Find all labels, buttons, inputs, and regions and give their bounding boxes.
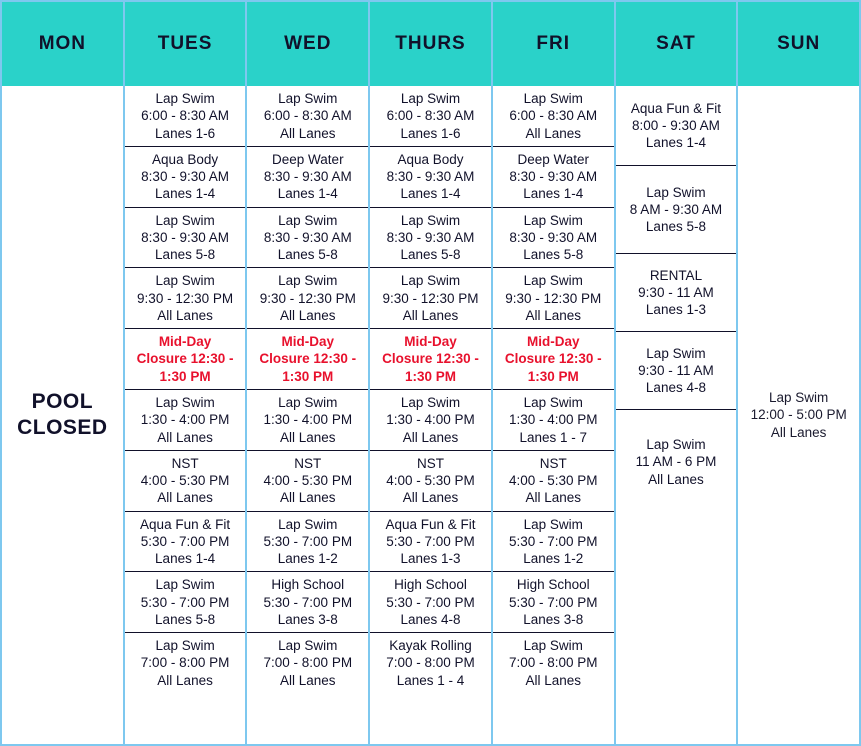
slot-time: 9:30 - 12:30 PM — [382, 290, 479, 306]
slot-time: 5:30 - 7:00 PM — [386, 533, 475, 549]
slot-saturday-2 — [616, 166, 737, 254]
slot-title: Lap Swim — [523, 91, 583, 106]
slot-lanes: Lanes 1-3 — [400, 551, 461, 567]
slot-time: Closure 12:30 - — [136, 351, 234, 367]
slot-title: Lap Swim — [769, 390, 829, 406]
slot-lanes: Lanes 1-6 — [155, 125, 216, 141]
slot-tuesday-3 — [125, 208, 246, 269]
slot-wednesday-8 — [247, 512, 368, 573]
slot-title: Lap Swim — [400, 273, 461, 289]
slot-time: 8:30 - 9:30 AM — [509, 169, 598, 185]
slot-lanes: 1:30 PM — [159, 368, 211, 384]
slot-tuesday-6 — [125, 390, 246, 451]
slot-title: Mid-Day — [158, 334, 212, 350]
slot-lanes: Lanes 4-8 — [400, 611, 461, 627]
column-wednesday — [247, 86, 370, 744]
slot-lanes: Lanes 1-4 — [400, 186, 461, 202]
slot-lanes: Lanes 1-2 — [277, 551, 338, 567]
slot-sunday-1 — [751, 389, 847, 441]
slot-time: Closure 12:30 - — [259, 351, 357, 367]
slot-wednesday-3 — [247, 208, 368, 269]
slot-lanes: Lanes 1-2 — [523, 551, 584, 567]
slot-thursday-4 — [370, 268, 491, 329]
slot-friday-2 — [493, 147, 614, 208]
slot-time: 8:30 - 9:30 AM — [141, 169, 229, 185]
slot-lanes: All Lanes — [280, 672, 336, 688]
slot-time: 9:30 - 11 AM — [638, 362, 714, 378]
slot-saturday-5 — [616, 410, 737, 744]
column-sunday — [738, 86, 859, 744]
slot-lanes: All Lanes — [157, 490, 213, 506]
slot-title: Lap Swim — [646, 437, 706, 452]
slot-wednesday-2 — [247, 147, 368, 208]
slot-saturday-3 — [616, 254, 737, 332]
slot-friday-7 — [493, 451, 614, 512]
slot-tuesday-2 — [125, 147, 246, 208]
slot-time: 1:30 - 4:00 PM — [508, 412, 598, 428]
slot-title: Mid-Day — [404, 334, 457, 350]
slot-wednesday-7 — [247, 451, 368, 512]
slot-lanes: All Lanes — [157, 672, 213, 688]
slot-lanes: Lanes 5-8 — [155, 247, 216, 263]
monday-closed-notice — [17, 389, 108, 442]
slot-time: 9:30 - 12:30 PM — [137, 290, 234, 306]
slot-title: Aqua Fun & Fit — [385, 516, 476, 532]
slot-title: RENTAL — [649, 267, 703, 283]
slot-title: NST — [417, 455, 445, 471]
slot-tuesday-10 — [125, 633, 246, 693]
slot-friday-9 — [493, 572, 614, 633]
slot-thursday-9 — [370, 572, 491, 633]
slot-title: Lap Swim — [155, 212, 215, 228]
slot-lanes: All Lanes — [280, 429, 336, 445]
slot-tuesday-8 — [125, 512, 246, 573]
slot-wednesday-5-closure — [247, 329, 368, 390]
slot-lanes: Lanes 5-8 — [645, 219, 706, 235]
slot-lanes: All Lanes — [402, 490, 459, 506]
header-day-sun: SUN — [777, 33, 821, 54]
slot-time: 1:30 - 4:00 PM — [263, 412, 353, 428]
slot-lanes: All Lanes — [280, 307, 336, 323]
slot-title: Aqua Fun & Fit — [630, 100, 721, 116]
slot-title: Lap Swim — [278, 91, 338, 106]
slot-title: NST — [171, 455, 199, 471]
slot-friday-4 — [493, 268, 614, 329]
slot-time: 7:00 - 8:00 PM — [508, 655, 598, 671]
slot-time: 5:30 - 7:00 PM — [508, 594, 598, 610]
slot-time: 4:00 - 5:30 PM — [508, 473, 598, 489]
slot-time: Closure 12:30 - — [382, 351, 479, 367]
slot-wednesday-10 — [247, 633, 368, 693]
slot-lanes: Lanes 5-8 — [277, 247, 338, 263]
slot-title: Lap Swim — [278, 394, 338, 410]
slot-friday-6 — [493, 390, 614, 451]
slot-title: Lap Swim — [523, 273, 583, 289]
slot-time: 12:00 - 5:00 PM — [750, 407, 847, 423]
slot-lanes: Lanes 1-4 — [155, 551, 216, 567]
slot-time: 7:00 - 8:00 PM — [263, 655, 353, 671]
slot-wednesday-4 — [247, 268, 368, 329]
slot-title: Lap Swim — [523, 394, 583, 410]
slot-title: Lap Swim — [278, 273, 338, 289]
slot-wednesday-1 — [247, 86, 368, 147]
slot-title: Lap Swim — [523, 212, 583, 228]
slot-time: 9:30 - 12:30 PM — [505, 290, 602, 306]
slot-title: Aqua Body — [397, 151, 464, 167]
slot-time: 8:00 - 9:30 AM — [632, 117, 720, 133]
slot-lanes: Lanes 3-8 — [523, 611, 584, 627]
slot-lanes: Lanes 1 - 4 — [396, 672, 465, 688]
slot-time: 7:00 - 8:00 PM — [140, 655, 230, 671]
column-saturday — [616, 86, 739, 744]
slot-title: Lap Swim — [155, 394, 215, 410]
slot-time: 1:30 - 4:00 PM — [386, 412, 475, 428]
column-thursday — [370, 86, 493, 744]
slot-title: Lap Swim — [646, 345, 706, 361]
slot-friday-1 — [493, 86, 614, 147]
slot-tuesday-7 — [125, 451, 246, 512]
slot-lanes: All Lanes — [157, 429, 213, 445]
slot-time: 9:30 - 12:30 PM — [259, 290, 356, 306]
slot-time: 5:30 - 7:00 PM — [263, 533, 353, 549]
slot-title: Lap Swim — [155, 638, 215, 654]
slot-thursday-5-closure — [370, 329, 491, 390]
slot-time: 4:00 - 5:30 PM — [386, 473, 475, 489]
slot-title: Lap Swim — [155, 91, 215, 106]
slot-title: Lap Swim — [155, 273, 215, 289]
slot-lanes: All Lanes — [402, 429, 459, 445]
slot-lanes: Lanes 1-4 — [523, 186, 584, 202]
slot-thursday-10 — [370, 633, 491, 693]
column-friday — [493, 86, 616, 744]
slot-title: High School — [271, 577, 345, 593]
slot-time: 5:30 - 7:00 PM — [263, 594, 353, 610]
slot-time: 4:00 - 5:30 PM — [263, 473, 353, 489]
slot-title: Mid-Day — [281, 334, 335, 350]
slot-title: Lap Swim — [278, 212, 338, 228]
header-day-sat: SAT — [616, 2, 739, 86]
slot-friday-8 — [493, 512, 614, 573]
slot-lanes: Lanes 5-8 — [400, 247, 461, 263]
slot-tuesday-4 — [125, 268, 246, 329]
slot-title: NST — [539, 455, 567, 471]
slot-time: 7:00 - 8:00 PM — [386, 655, 475, 671]
slot-wednesday-6 — [247, 390, 368, 451]
slot-time: 8:30 - 9:30 AM — [263, 229, 352, 245]
header-day-tues: TUES — [125, 2, 248, 86]
slot-lanes: All Lanes — [525, 490, 581, 506]
column-tuesday — [125, 86, 248, 744]
slot-lanes: All Lanes — [525, 125, 581, 141]
slot-time: 5:30 - 7:00 PM — [140, 594, 230, 610]
slot-title: Lap Swim — [155, 577, 215, 593]
slot-thursday-8 — [370, 512, 491, 573]
header-day-fri: FRI — [493, 2, 616, 86]
monday-closed-line1: POOL — [31, 389, 94, 413]
slot-title: High School — [516, 577, 590, 593]
slot-time: 1:30 - 4:00 PM — [140, 412, 230, 428]
slot-lanes: Lanes 1-3 — [645, 302, 706, 318]
slot-lanes: Lanes 1-4 — [645, 135, 706, 151]
slot-title: Aqua Fun & Fit — [140, 516, 231, 532]
slot-title: Lap Swim — [278, 638, 338, 654]
slot-title: Lap Swim — [523, 516, 583, 532]
slot-title: High School — [394, 577, 467, 593]
slot-time: 9:30 - 11 AM — [638, 284, 714, 300]
slot-lanes: All Lanes — [157, 307, 213, 323]
header-day-wed: WED — [247, 2, 370, 86]
slot-time: 5:30 - 7:00 PM — [508, 533, 598, 549]
slot-lanes: All Lanes — [648, 471, 704, 487]
slot-lanes: All Lanes — [525, 672, 581, 688]
slot-title: Lap Swim — [278, 516, 338, 532]
slot-title: Aqua Body — [152, 151, 219, 167]
slot-lanes: Lanes 1-6 — [400, 125, 461, 141]
slot-time: 6:00 - 8:30 AM — [141, 108, 229, 124]
slot-friday-5-closure — [493, 329, 614, 390]
slot-lanes: Lanes 1-4 — [277, 186, 338, 202]
slot-title: Lap Swim — [400, 91, 461, 106]
slot-time: 8:30 - 9:30 AM — [509, 229, 598, 245]
slot-friday-3 — [493, 208, 614, 269]
monday-closed-line2: CLOSED — [17, 416, 108, 439]
slot-thursday-2 — [370, 147, 491, 208]
slot-lanes: Lanes 1-4 — [155, 186, 216, 202]
slot-title: Lap Swim — [400, 394, 461, 410]
header-day-thurs: THURS — [370, 2, 493, 86]
slot-wednesday-9 — [247, 572, 368, 633]
slot-lanes: 1:30 PM — [404, 368, 457, 384]
slot-time: 8 AM - 9:30 AM — [629, 201, 723, 217]
slot-thursday-3 — [370, 208, 491, 269]
slot-lanes: All Lanes — [280, 490, 336, 506]
schedule-header-row — [2, 2, 859, 86]
slot-title: Deep Water — [517, 151, 589, 167]
slot-saturday-4 — [616, 332, 737, 410]
slot-time: 6:00 - 8:30 AM — [509, 108, 598, 124]
slot-thursday-1 — [370, 86, 491, 147]
slot-title: Lap Swim — [400, 212, 461, 228]
slot-time: 8:30 - 9:30 AM — [386, 169, 475, 185]
slot-time: 4:00 - 5:30 PM — [140, 473, 230, 489]
slot-tuesday-1 — [125, 86, 246, 147]
slot-lanes: All Lanes — [525, 307, 581, 323]
slot-lanes: Lanes 5-8 — [155, 611, 216, 627]
slot-time: 11 AM - 6 PM — [635, 454, 717, 470]
slot-time: 8:30 - 9:30 AM — [386, 229, 475, 245]
header-day-mon: MON — [2, 2, 125, 86]
slot-lanes: Lanes 3-8 — [277, 611, 338, 627]
slot-tuesday-9 — [125, 572, 246, 633]
schedule-body-row — [2, 86, 859, 744]
slot-title: Mid-Day — [526, 334, 580, 350]
slot-time: 8:30 - 9:30 AM — [141, 229, 229, 245]
slot-title: Deep Water — [272, 151, 344, 167]
slot-time: 6:00 - 8:30 AM — [263, 108, 352, 124]
slot-title: Lap Swim — [646, 184, 706, 200]
slot-lanes: All Lanes — [280, 125, 336, 141]
slot-lanes: 1:30 PM — [527, 368, 579, 384]
slot-time: 6:00 - 8:30 AM — [386, 108, 475, 124]
slot-title: Lap Swim — [523, 638, 583, 654]
slot-lanes: All Lanes — [770, 424, 827, 440]
slot-time: 5:30 - 7:00 PM — [140, 533, 230, 549]
slot-saturday-1 — [616, 86, 737, 166]
slot-tuesday-5-closure — [125, 329, 246, 390]
slot-lanes: Lanes 1 - 7 — [519, 429, 587, 445]
slot-friday-10 — [493, 633, 614, 693]
slot-time: Closure 12:30 - — [504, 351, 602, 367]
column-monday — [2, 86, 125, 744]
slot-time: 8:30 - 9:30 AM — [263, 169, 352, 185]
slot-time: 5:30 - 7:00 PM — [386, 594, 475, 610]
slot-lanes: Lanes 5-8 — [523, 247, 584, 263]
slot-lanes: Lanes 4-8 — [645, 380, 706, 396]
slot-title: NST — [294, 455, 322, 471]
slot-title: Kayak Rolling — [389, 638, 472, 654]
slot-lanes: All Lanes — [402, 307, 459, 323]
slot-lanes: 1:30 PM — [282, 368, 334, 384]
slot-thursday-6 — [370, 390, 491, 451]
slot-thursday-7 — [370, 451, 491, 512]
